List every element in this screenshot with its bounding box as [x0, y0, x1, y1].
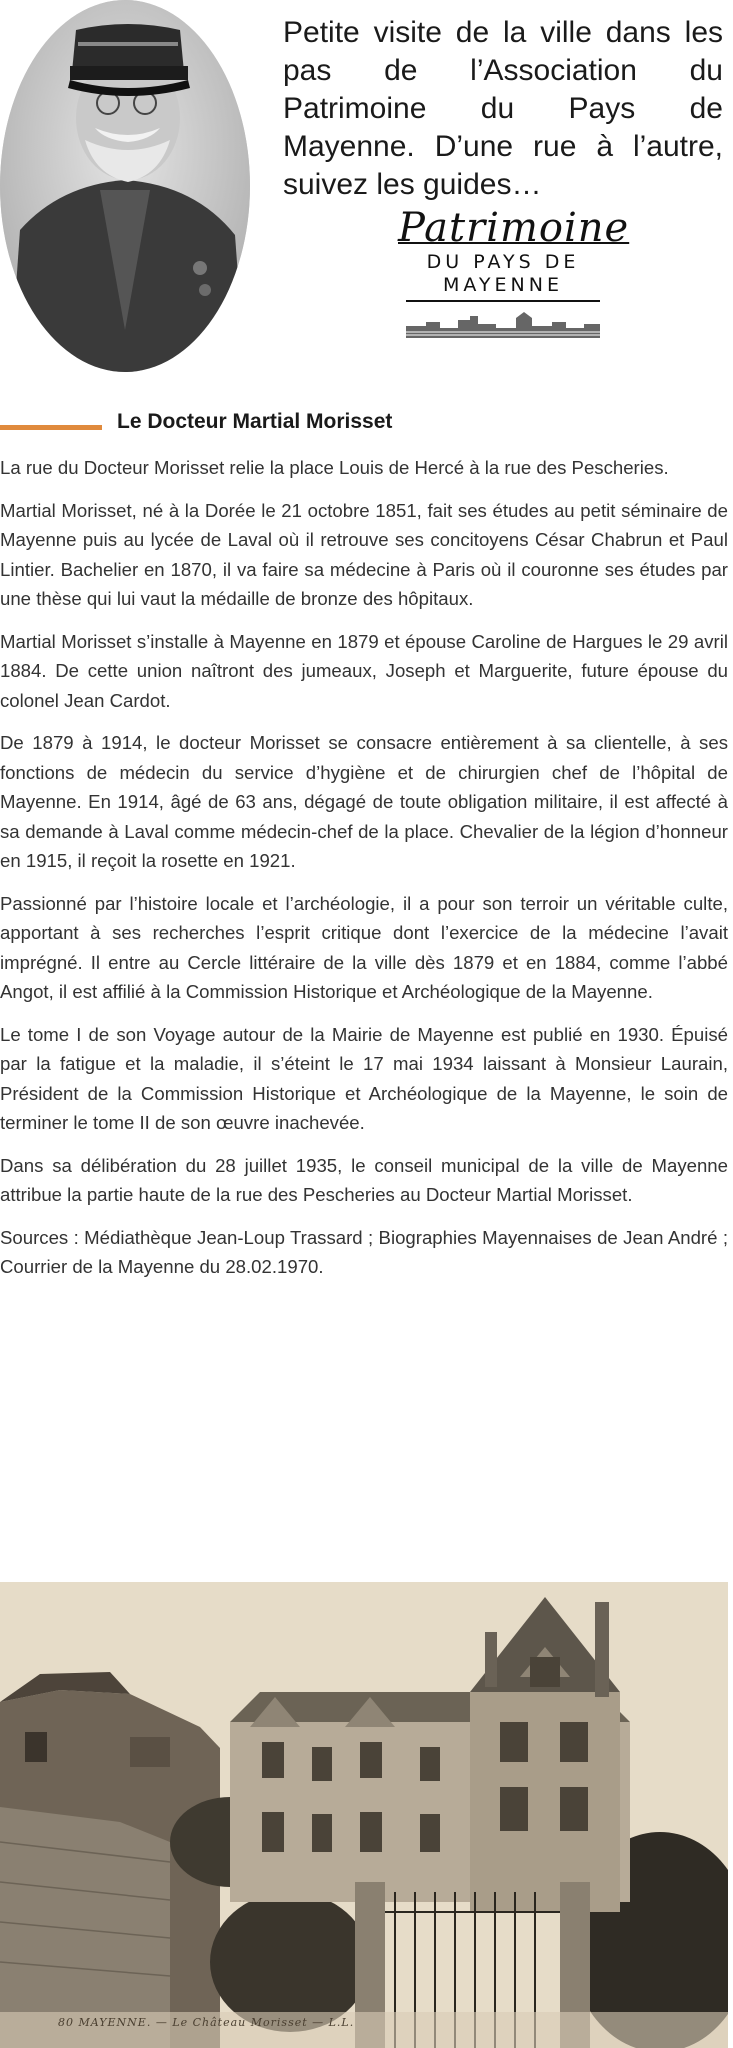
article-heading: Le Docteur Martial Morisset	[117, 410, 393, 433]
town-skyline-icon	[406, 308, 600, 338]
portrait-photo	[0, 0, 250, 372]
article-body	[0, 453, 728, 1295]
paragraph-7: Dans sa délibération du 28 juillet 1935, le conseil municipal de la ville de Mayenne attribue la partie haute de la rue des Pescheries au Docteur Martial Morisset.	[0, 1154, 728, 1205]
logo-divider	[406, 300, 600, 302]
intro-text: Petite visite de la ville dans les pas de l’Association du Patrimoine du Pays de Mayenne. D’une rue à l’autre, suivez les guides…	[283, 16, 723, 201]
paragraph-5: Passionné par l’histoire locale et l’archéologie, il a pour son terroir un véritable culte, apportant à ses recherches l’esprit critique dont l’exercice de la médecine l’avait imprégné. Il entre au Cercle littéraire de la ville dès 1879 et en 1884, comme l’abbé Angot, il est affilié à la Commission Historique et Archéologique de la Mayenne.	[0, 892, 728, 1002]
sources-paragraph: Sources : Médiathèque Jean-Loup Trassard ; Biographies Mayennaises de Jean André ; Courrier de la Mayenne du 28.02.1970.	[0, 1226, 728, 1277]
logo-line-1: DU PAYS DE	[426, 251, 580, 273]
paragraph-6: Le tome I de son Voyage autour de la Mairie de Mayenne est publié en 1930. Épuisé par la fatigue et la maladie, il s’éteint le 17 mai 1934 laissant à Monsieur Laurain, Président de la Commission Historique et Archéologique de la Mayenne, le soin de terminer le tome II de son œuvre inachevée.	[0, 1023, 728, 1133]
photo-caption: 80 MAYENNE. — Le Château Morisset — L.L.	[58, 2016, 355, 2029]
patrimoine-logo	[398, 205, 630, 377]
logo-script: Patrimoine	[398, 205, 630, 251]
paragraph-3: Martial Morisset s’installe à Mayenne en 1879 et épouse Caroline de Hargues le 29 avril 1884. De cette union naîtront des jumeaux, Joseph et Marguerite, future épouse du colonel Jean Cardot.	[0, 630, 728, 711]
logo-line-2: MAYENNE	[443, 274, 563, 296]
paragraph-4: De 1879 à 1914, le docteur Morisset se consacre entièrement à sa clientelle, à ses fonctions de médecin du service d’hygiène et de chirurgien chef de l’hôpital de Mayenne. En 1914, âgé de 63 ans, dégagé de toute obligation militaire, il est affecté à sa demande à Laval comme médecin-chef de la place. Chevalier de la légion d’honneur en 1915, il reçoit la rosette en 1921.	[0, 732, 728, 871]
chateau-postcard-photo	[0, 1582, 728, 2048]
heading-accent-bar	[0, 425, 102, 430]
paragraph-2: Martial Morisset, né à la Dorée le 21 octobre 1851, fait ses études au petit séminaire de Mayenne puis au lycée de Laval où il retrouve ses concitoyens César Chabrun et Paul Lintier. Bachelier en 1870, il va faire sa médecine à Paris où il couronne ses études par une thèse qui lui vaut la médaille de bronze des hôpitaux.	[0, 499, 728, 609]
paragraph-1: La rue du Docteur Morisset relie la place Louis de Hercé à la rue des Pescheries.	[0, 457, 669, 478]
